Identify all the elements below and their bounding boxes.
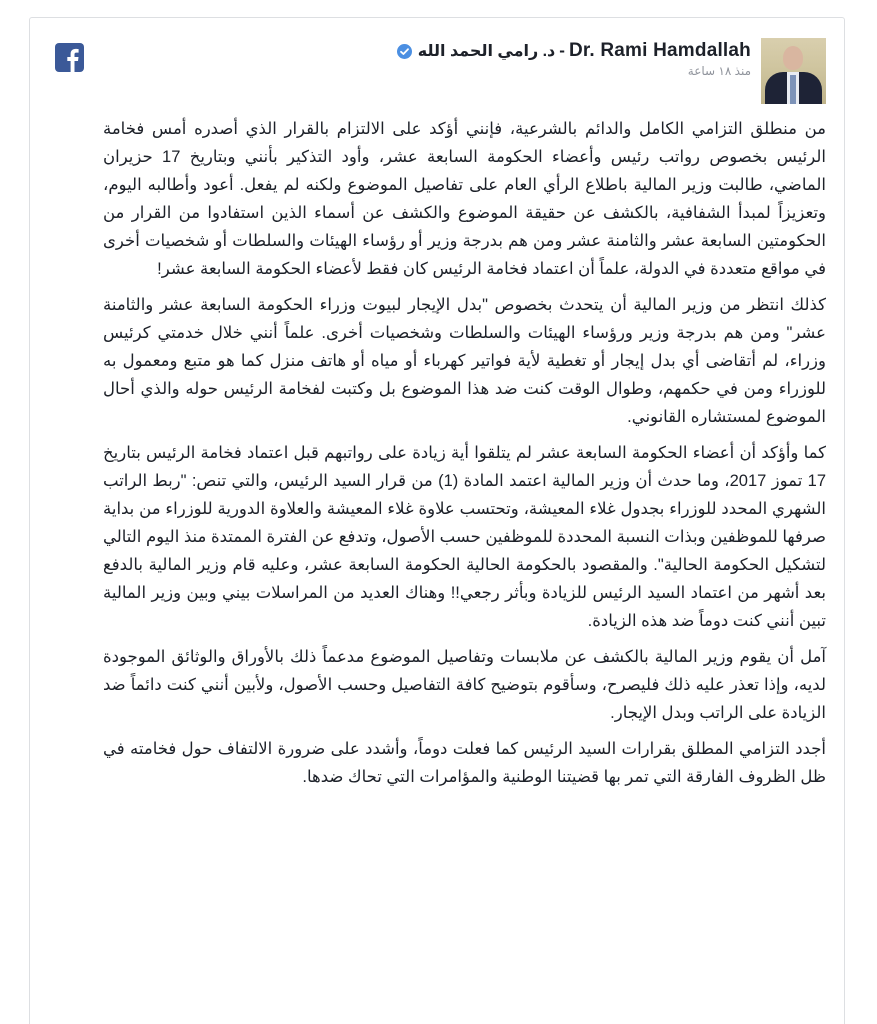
author-block	[397, 38, 751, 78]
facebook-post-card	[29, 17, 845, 1024]
post-timestamp[interactable]: منذ ١٨ ساعة	[687, 64, 751, 78]
post-paragraph-3: كما وأؤكد أن أعضاء الحكومة السابعة عشر لم يتلقوا أية زيادة على رواتبهم قبل اعتماد فخامة الرئيس بتاريخ 17 تموز 2017، وما حدث أن وزير المالية اعتمد المادة (1) من قرار السيد الرئيس، والتي تنص: "ربط الراتب الشهري المحدد للوزراء بجدول غلاء المعيشة، وتحتسب علاوة غلاء المعيشة والعلاوة الدورية للوزراء من بداية صرفها للموظفين وبذات النسبة المحددة للموظفين حسب الأصول، وتدفع عن الفترة الممتدة منذ اليوم التالي لتشكيل الحكومة الحالية". والمقصود بالحكومة الحالية الحكومة السابعة عشر، وعليه قام وزير المالية بالدفع بعد أشهر من اعتماد السيد الرئيس للزيادة وبأثر رجعي!! وهناك العديد من المراسلات بيني وبين وزير المالية تبين أنني كنت دوماً ضد هذه الزيادة.	[102, 444, 826, 630]
post-paragraph-5: أجدد التزامي المطلق بقرارات السيد الرئيس كما فعلت دوماً، وأشدد على ضرورة الالتفاف حول فخامته في ظل الظروف الفارقة التي تمر بها قضيتنا الوطنية والمؤامرات التي تحاك ضدها.	[103, 740, 826, 786]
author-name-arabic[interactable]: د. رامي الحمد الله	[417, 43, 556, 60]
author-name-separator: -	[559, 41, 565, 60]
avatar[interactable]	[761, 38, 826, 104]
avatar-tie	[790, 75, 796, 104]
author-name-english[interactable]: Dr. Rami Hamdallah	[568, 40, 751, 61]
post-header	[397, 38, 826, 104]
post-body	[103, 115, 826, 799]
author-name-row[interactable]	[397, 40, 751, 62]
post-paragraph-2: كذلك انتظر من وزير المالية أن يتحدث بخصوص "بدل الإيجار لبيوت وزراء الحكومة السابعة عشر والثامنة عشر" ومن هم بدرجة وزير ورؤساء الهيئات والسلطات وشخصيات أخرى. علماً أنني خلال خدمتي كرئيس وزراء، لم أتقاضى أي بدل إيجار أو تغطية لأية فواتير كهرباء أو مياه أو هاتف منزل كما هو متبع ومعمول به للوزراء ومن في حكمهم، وطوال الوقت كنت ضد هذا الموضوع بل وكتبت لفخامة الرئيس حوله والذي أحال الموضوع لمستشاره القانوني.	[103, 296, 826, 426]
facebook-icon[interactable]	[55, 43, 84, 72]
verified-badge-icon	[397, 44, 412, 59]
post-paragraph-1: من منطلق التزامي الكامل والدائم بالشرعية، فإنني أؤكد على الالتزام بالقرار الذي أصدره أمس فخامة الرئيس بخصوص رواتب رئيس وأعضاء الحكومة السابعة عشر، وأود التذكير بأنني وبتاريخ 17 حزيران الماضي، طالبت وزير المالية باطلاع الرأي العام على تفاصيل الموضوع ولكنه لم يفعل. أعود وأطالبه اليوم، وتعزيزاً لمبدأ الشفافية، بالكشف عن حقيقة الموضوع والكشف عن أسماء الذين استفادوا من القرار من الحكومتين السابعة عشر والثامنة عشر ومن هم بدرجة وزير أو رؤساء الهيئات والسلطات أو شخصيات أخرى في مواقع متعددة في الدولة، علماً أن اعتماد فخامة الرئيس كان فقط لأعضاء الحكومة السابعة عشر!	[103, 120, 826, 278]
post-paragraph-4: آمل أن يقوم وزير المالية بالكشف عن ملابسات وتفاصيل الموضوع مدعماً ذلك بالأوراق والوثائق الموجودة لديه، وإذا تعذر عليه ذلك فليصرح، وسأقوم بتوضيح كافة التفاصيل وحسب الأصول، ولأبين أنني كنت دائماً ضد الزيادة على الراتب وبدل الإيجار.	[103, 648, 826, 722]
avatar-head	[783, 46, 803, 70]
